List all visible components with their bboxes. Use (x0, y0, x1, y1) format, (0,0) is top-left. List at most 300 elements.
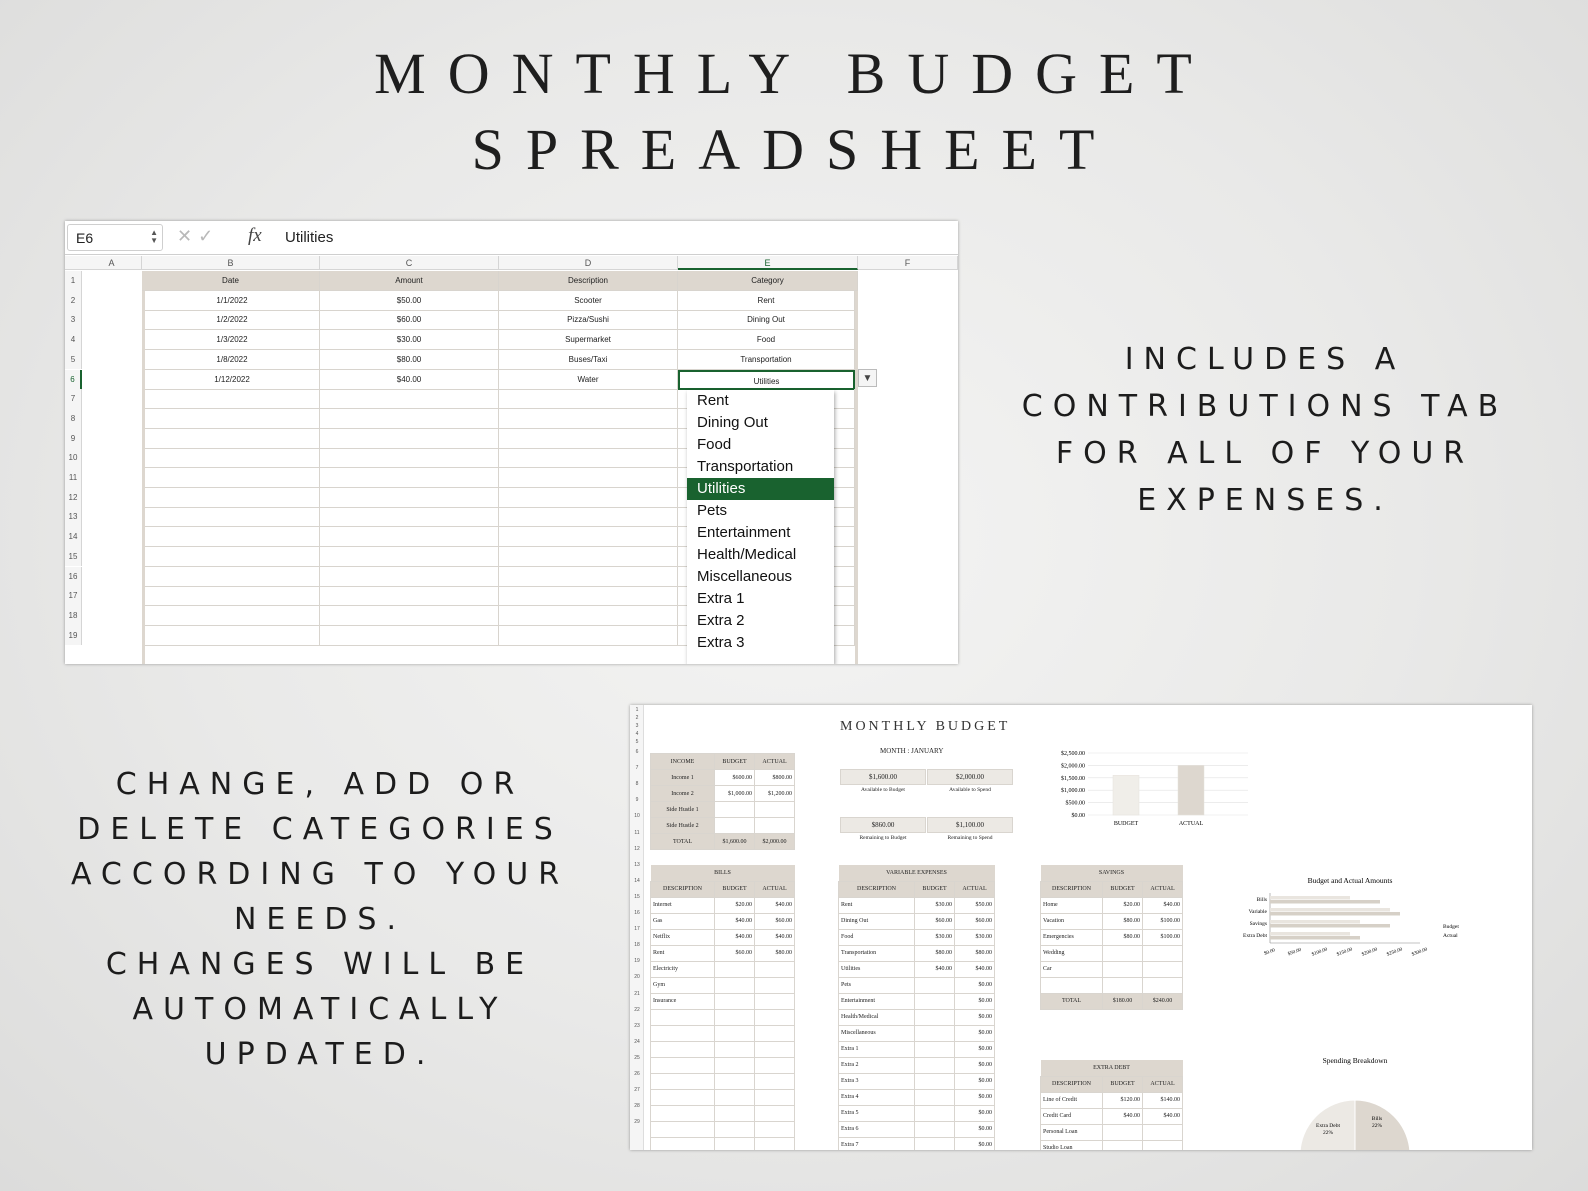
row-header[interactable]: 1 (65, 271, 82, 291)
table-cell[interactable]: $0.00 (955, 993, 995, 1009)
column-header[interactable]: E (678, 256, 858, 270)
table-cell[interactable]: $30.00 (955, 929, 995, 945)
table-header-row (651, 881, 795, 897)
table-caption: BILLS (651, 865, 795, 881)
row-number[interactable]: 1 (635, 707, 639, 713)
table-cell[interactable]: $100.00 (1143, 913, 1183, 929)
dropdown-option[interactable]: Utilities (687, 478, 834, 500)
summary-value: $860.00 (840, 817, 926, 833)
row-header[interactable]: 5 (65, 350, 82, 370)
table-cell[interactable]: $50.00 (955, 897, 995, 913)
table-cell[interactable] (715, 961, 755, 977)
row-number[interactable]: 26 (634, 1071, 640, 1077)
table-row (839, 1025, 995, 1041)
table-cell[interactable]: 1/12/2022 (145, 370, 320, 390)
row-number[interactable]: 20 (634, 974, 640, 981)
table-cell[interactable]: Extra 1 (839, 1041, 915, 1057)
table-cell[interactable] (915, 1137, 955, 1150)
row-number[interactable]: 9 (635, 797, 639, 804)
table-cell[interactable] (499, 626, 678, 646)
table-cell[interactable]: Extra 7 (839, 1137, 915, 1150)
table-cell[interactable]: Income 1 (651, 770, 715, 786)
table-cell[interactable] (145, 389, 320, 409)
row-header[interactable]: 15 (65, 547, 82, 567)
row-header[interactable]: 17 (65, 586, 82, 606)
column-header[interactable]: D (499, 256, 678, 270)
row-number[interactable]: 29 (634, 1119, 640, 1126)
table-cell[interactable] (145, 468, 320, 488)
table-cell[interactable] (1041, 977, 1103, 993)
table-cell[interactable] (1103, 977, 1143, 993)
table-cell[interactable]: $30.00 (915, 897, 955, 913)
table-cell[interactable] (320, 507, 499, 527)
table-cell[interactable]: Vacation (1041, 913, 1103, 929)
row-header[interactable]: 12 (65, 488, 82, 508)
row-header[interactable]: 11 (65, 468, 82, 488)
row-header[interactable]: 10 (65, 448, 82, 468)
table-cell[interactable]: Credit Card (1041, 1108, 1103, 1124)
table-row (839, 1057, 995, 1073)
table-cell[interactable] (145, 547, 320, 567)
formula-input[interactable]: Utilities (285, 229, 334, 246)
table-cell[interactable] (499, 547, 678, 567)
table-total-cell: $1,600.00 (715, 834, 755, 850)
table-cell[interactable] (755, 1105, 795, 1121)
row-header[interactable]: 16 (65, 567, 82, 587)
table-cell[interactable]: Transportation (839, 945, 915, 961)
row-number[interactable]: 11 (634, 829, 640, 836)
table-cell[interactable]: $1,200.00 (755, 786, 795, 802)
table-cell[interactable]: $30.00 (915, 929, 955, 945)
table-cell[interactable]: Extra 4 (839, 1089, 915, 1105)
table-cell[interactable]: Rent (651, 945, 715, 961)
table-cell[interactable] (1103, 1124, 1143, 1140)
table-cell[interactable] (715, 1137, 755, 1150)
table-cell[interactable]: Transportation (678, 350, 855, 370)
table-cell[interactable] (915, 1073, 955, 1089)
fx-icon[interactable]: fx (248, 225, 262, 246)
table-cell[interactable] (915, 1009, 955, 1025)
table-cell[interactable]: Scooter (499, 291, 678, 311)
table-cell[interactable] (1103, 961, 1143, 977)
table-cell[interactable]: $60.00 (955, 913, 995, 929)
table-cell[interactable]: $600.00 (715, 770, 755, 786)
row-number[interactable]: 23 (634, 1022, 640, 1029)
table-cell[interactable]: $800.00 (755, 770, 795, 786)
dropdown-option[interactable]: Entertainment (697, 524, 791, 541)
table-cell[interactable] (651, 1041, 715, 1057)
table-cell[interactable] (499, 606, 678, 626)
table-cell[interactable] (915, 977, 955, 993)
table-cell[interactable]: Electricity (651, 961, 715, 977)
column-header[interactable]: A (82, 256, 142, 270)
dropdown-option[interactable]: Extra 1 (697, 590, 745, 607)
table-cell[interactable]: $100.00 (1143, 929, 1183, 945)
table-cell[interactable] (499, 429, 678, 449)
table-cell[interactable] (715, 1073, 755, 1089)
table-cell[interactable] (755, 1137, 795, 1150)
dropdown-option[interactable]: Pets (697, 502, 728, 519)
table-cell[interactable] (715, 1009, 755, 1025)
row-header[interactable]: 7 (65, 389, 82, 409)
row-number[interactable]: 19 (634, 958, 640, 965)
table-row (1041, 961, 1183, 977)
table-cell[interactable]: $40.00 (715, 913, 755, 929)
table-cell[interactable]: $40.00 (320, 370, 499, 390)
table-cell[interactable] (755, 818, 795, 834)
table-cell[interactable] (651, 1121, 715, 1137)
table-cell[interactable] (145, 527, 320, 547)
table-cell[interactable] (320, 606, 499, 626)
table-cell[interactable] (1143, 1124, 1183, 1140)
table-cell[interactable] (1143, 961, 1183, 977)
table-cell[interactable] (715, 1041, 755, 1057)
row-number[interactable]: 21 (634, 990, 640, 997)
table-cell[interactable] (755, 1089, 795, 1105)
table-cell[interactable] (755, 977, 795, 993)
table-cell[interactable]: $40.00 (915, 961, 955, 977)
table-cell[interactable]: Utilities (678, 370, 855, 390)
row-number[interactable]: 4 (635, 731, 639, 737)
table-cell[interactable]: Wedding (1041, 945, 1103, 961)
table-cell[interactable]: Food (839, 929, 915, 945)
table-cell[interactable]: Gym (651, 977, 715, 993)
table-cell[interactable] (915, 1121, 955, 1137)
table-header: BUDGET (715, 881, 755, 897)
table-cell[interactable] (1103, 1140, 1143, 1150)
dropdown-option[interactable]: Extra 3 (697, 634, 745, 651)
table-cell[interactable] (715, 1105, 755, 1121)
row-number[interactable]: 10 (634, 813, 640, 820)
table-cell[interactable]: Pets (839, 977, 915, 993)
table-cell[interactable]: $140.00 (1143, 1092, 1183, 1108)
table-cell[interactable]: Line of Credit (1041, 1092, 1103, 1108)
dropdown-option[interactable]: Dining Out (697, 414, 768, 431)
table-cell[interactable] (715, 802, 755, 818)
table-row (839, 1105, 995, 1121)
table-cell[interactable]: Netflix (651, 929, 715, 945)
table-cell[interactable] (651, 1009, 715, 1025)
table-cell[interactable]: Income 2 (651, 786, 715, 802)
table-cell[interactable] (755, 1009, 795, 1025)
table-cell[interactable] (499, 389, 678, 409)
table-cell[interactable]: $0.00 (955, 1121, 995, 1137)
table-cell[interactable] (145, 567, 320, 587)
row-number[interactable]: 14 (634, 877, 640, 884)
row-number[interactable]: 5 (635, 739, 639, 745)
stepper-icon[interactable]: ▲ ▼ (150, 228, 158, 245)
table-cell[interactable]: $0.00 (955, 1105, 995, 1121)
name-box[interactable] (67, 224, 163, 251)
table-cell[interactable]: $0.00 (955, 977, 995, 993)
row-header[interactable]: 4 (65, 330, 82, 350)
table-cell[interactable] (755, 1025, 795, 1041)
table-cell[interactable] (320, 389, 499, 409)
table-cell[interactable]: Internet (651, 897, 715, 913)
table-cell[interactable] (715, 1121, 755, 1137)
table-cell[interactable]: Food (678, 330, 855, 350)
table-cell[interactable]: Miscellaneous (839, 1025, 915, 1041)
table-cell[interactable]: $60.00 (320, 310, 499, 330)
table-cell[interactable]: Side Hustle 1 (651, 802, 715, 818)
table-caption-row (839, 865, 995, 881)
table-cell[interactable] (145, 409, 320, 429)
table-cell[interactable]: $40.00 (755, 929, 795, 945)
table-cell[interactable]: Extra 6 (839, 1121, 915, 1137)
table-cell[interactable] (715, 1025, 755, 1041)
table-cell[interactable] (651, 1057, 715, 1073)
table-cell[interactable]: $80.00 (320, 350, 499, 370)
x-tick-label: $250.00 (1386, 947, 1404, 958)
table-cell[interactable] (145, 626, 320, 646)
table-cell[interactable]: Pizza/Sushi (499, 310, 678, 330)
table-cell[interactable]: $60.00 (755, 913, 795, 929)
table-cell[interactable] (1143, 945, 1183, 961)
row-number[interactable]: 12 (634, 845, 640, 852)
row-header[interactable]: 9 (65, 429, 82, 449)
dropdown-option[interactable]: Food (697, 436, 732, 453)
row-number[interactable]: 7 (635, 765, 639, 772)
corner-cell[interactable] (65, 256, 82, 270)
table-cell[interactable] (499, 527, 678, 547)
table-cell[interactable] (915, 1105, 955, 1121)
table-cell[interactable]: $60.00 (715, 945, 755, 961)
table-cell[interactable] (915, 1041, 955, 1057)
table-cell[interactable] (915, 993, 955, 1009)
pie-slice-bills (1355, 1100, 1410, 1150)
table-cell[interactable] (755, 1057, 795, 1073)
table-row (651, 1105, 795, 1121)
table-cell[interactable]: $40.00 (1143, 897, 1183, 913)
table-cell[interactable]: $80.00 (955, 945, 995, 961)
table-cell[interactable] (499, 507, 678, 527)
table-cell[interactable] (320, 468, 499, 488)
table-cell[interactable]: $0.00 (955, 1009, 995, 1025)
table-cell[interactable] (915, 1057, 955, 1073)
row-number[interactable]: 24 (634, 1038, 640, 1045)
table-cell[interactable] (499, 468, 678, 488)
summary-value: $2,000.00 (927, 769, 1013, 785)
table-cell[interactable] (715, 977, 755, 993)
table-cell[interactable] (755, 1121, 795, 1137)
row-number[interactable]: 2 (635, 715, 639, 721)
table-cell[interactable] (715, 818, 755, 834)
table-row (839, 1073, 995, 1089)
table-cell[interactable]: $20.00 (1103, 897, 1143, 913)
table-cell[interactable]: Home (1041, 897, 1103, 913)
row-number[interactable]: 6 (635, 749, 639, 755)
table-cell[interactable]: $80.00 (755, 945, 795, 961)
table-cell[interactable]: Personal Loan (1041, 1124, 1103, 1140)
row-header[interactable]: 13 (65, 507, 82, 527)
table-cell[interactable]: $30.00 (320, 330, 499, 350)
table-cell[interactable] (715, 1089, 755, 1105)
table-cell[interactable]: Rent (839, 897, 915, 913)
row-number[interactable]: 17 (634, 926, 640, 933)
row-header[interactable]: 8 (65, 409, 82, 429)
table-cell[interactable]: Extra 5 (839, 1105, 915, 1121)
table-cell[interactable]: $0.00 (955, 1057, 995, 1073)
table-total-cell: TOTAL (1041, 993, 1103, 1009)
table-cell[interactable]: $0.00 (955, 1073, 995, 1089)
table-cell[interactable] (651, 1089, 715, 1105)
table-cell[interactable]: $40.00 (1143, 1108, 1183, 1124)
table-cell[interactable] (320, 567, 499, 587)
table-cell[interactable] (1143, 977, 1183, 993)
row-header[interactable]: 18 (65, 606, 82, 626)
table-cell[interactable]: $0.00 (955, 1025, 995, 1041)
table-cell[interactable] (715, 1057, 755, 1073)
table-cell[interactable] (499, 567, 678, 587)
table-cell[interactable] (320, 488, 499, 508)
column-header[interactable]: B (142, 256, 320, 270)
table-header: ACTUAL (1143, 881, 1183, 897)
table-cell[interactable]: Dining Out (678, 310, 855, 330)
table-cell[interactable]: $1,000.00 (715, 786, 755, 802)
row-number[interactable]: 28 (634, 1103, 640, 1110)
table-cell[interactable]: $40.00 (1103, 1108, 1143, 1124)
table-cell[interactable] (651, 1137, 715, 1150)
table-cell[interactable] (499, 448, 678, 468)
table-cell[interactable] (755, 993, 795, 1009)
table-cell[interactable] (499, 488, 678, 508)
table-cell[interactable] (320, 429, 499, 449)
table-cell[interactable]: Insurance (651, 993, 715, 1009)
row-number[interactable]: 22 (634, 1006, 640, 1013)
table-cell[interactable]: 1/3/2022 (145, 330, 320, 350)
table-header-row (1041, 881, 1183, 897)
row-number[interactable]: 13 (634, 861, 640, 868)
table-cell[interactable]: 1/8/2022 (145, 350, 320, 370)
table-cell[interactable]: 1/2/2022 (145, 310, 320, 330)
row-number[interactable]: 15 (634, 893, 640, 900)
table-cell[interactable] (755, 1041, 795, 1057)
table-cell[interactable] (145, 507, 320, 527)
table-cell[interactable] (320, 586, 499, 606)
row-number[interactable]: 16 (634, 910, 640, 916)
table-cell[interactable] (915, 1089, 955, 1105)
table-header: ACTUAL (755, 754, 795, 770)
table-cell[interactable]: $80.00 (1103, 913, 1143, 929)
table-cell[interactable]: $0.00 (955, 1041, 995, 1057)
table-row (1041, 929, 1183, 945)
table-cell[interactable] (651, 1073, 715, 1089)
table-cell[interactable] (320, 448, 499, 468)
table-cell[interactable]: $20.00 (715, 897, 755, 913)
row-header[interactable]: 3 (65, 310, 82, 330)
table-cell[interactable]: $80.00 (915, 945, 955, 961)
table-header: BUDGET (715, 754, 755, 770)
row-header[interactable]: 2 (65, 291, 82, 311)
table-cell[interactable]: Extra 2 (839, 1057, 915, 1073)
table-cell[interactable] (755, 802, 795, 818)
table-cell[interactable] (145, 429, 320, 449)
table-row (839, 1089, 995, 1105)
dropdown-arrow-icon[interactable]: ▼ (858, 369, 877, 387)
dropdown-option[interactable]: Rent (697, 392, 729, 409)
table-cell[interactable] (715, 993, 755, 1009)
table-cell[interactable] (499, 586, 678, 606)
column-header[interactable]: C (320, 256, 499, 270)
row-number[interactable]: 27 (634, 1087, 640, 1094)
table-cell[interactable] (145, 606, 320, 626)
table-cell[interactable]: Buses/Taxi (499, 350, 678, 370)
table-cell[interactable]: $80.00 (1103, 929, 1143, 945)
table-cell[interactable]: Extra 3 (839, 1073, 915, 1089)
promo-left-line: ACCORDING TO YOUR (70, 857, 570, 892)
table-cell[interactable] (755, 961, 795, 977)
table-total-cell: $2,000.00 (755, 834, 795, 850)
table-cell[interactable]: $40.00 (955, 961, 995, 977)
table-row (651, 1041, 795, 1057)
table-cell[interactable] (755, 1073, 795, 1089)
table-cell[interactable] (915, 1025, 955, 1041)
table-cell[interactable]: 1/1/2022 (145, 291, 320, 311)
row-number[interactable]: 3 (635, 723, 639, 729)
table-cell[interactable]: $50.00 (320, 291, 499, 311)
table-cell[interactable] (1143, 1140, 1183, 1150)
table-cell[interactable] (145, 488, 320, 508)
table-cell[interactable] (320, 409, 499, 429)
table-cell[interactable]: Side Hustle 2 (651, 818, 715, 834)
table-cell[interactable] (320, 626, 499, 646)
table-cell[interactable]: Car (1041, 961, 1103, 977)
table-cell[interactable] (499, 409, 678, 429)
cancel-confirm-icons[interactable]: ✕✓ (177, 226, 220, 246)
table-cell[interactable]: $120.00 (1103, 1092, 1143, 1108)
table-cell[interactable]: Studio Loan (1041, 1140, 1103, 1150)
table-cell[interactable]: $60.00 (915, 913, 955, 929)
table-cell[interactable] (651, 1105, 715, 1121)
table-cell[interactable]: Health/Medical (839, 1009, 915, 1025)
column-header[interactable]: F (858, 256, 958, 270)
table-cell[interactable]: $0.00 (955, 1089, 995, 1105)
table-total-cell: $240.00 (1143, 993, 1183, 1009)
table-cell[interactable]: Emergencies (1041, 929, 1103, 945)
dropdown-option[interactable]: Miscellaneous (697, 568, 793, 585)
row-header[interactable]: 14 (65, 527, 82, 547)
summary-value: $1,100.00 (927, 817, 1013, 833)
table-cell[interactable]: $0.00 (955, 1137, 995, 1150)
category-dropdown[interactable] (687, 390, 834, 664)
table-cell[interactable]: Gas (651, 913, 715, 929)
table-cell[interactable]: Rent (678, 291, 855, 311)
table-cell[interactable] (320, 547, 499, 567)
row-number[interactable]: 8 (635, 781, 639, 788)
row-header[interactable]: 19 (65, 626, 82, 646)
table-cell[interactable] (651, 1025, 715, 1041)
table-cell[interactable]: Utilities (839, 961, 915, 977)
row-header[interactable]: 6 (65, 370, 82, 390)
row-number[interactable]: 18 (634, 942, 640, 949)
table-row (1041, 977, 1183, 993)
table-cell[interactable]: Water (499, 370, 678, 390)
table-cell[interactable]: $40.00 (715, 929, 755, 945)
dropdown-option[interactable]: Health/Medical (697, 546, 797, 563)
table-cell[interactable]: $40.00 (755, 897, 795, 913)
row-number[interactable]: 25 (634, 1054, 640, 1061)
table-cell[interactable] (1103, 945, 1143, 961)
table-cell[interactable]: Supermarket (499, 330, 678, 350)
table-cell[interactable]: Dining Out (839, 913, 915, 929)
table-cell[interactable] (145, 586, 320, 606)
table-cell[interactable]: Entertainment (839, 993, 915, 1009)
dropdown-option[interactable]: Extra 2 (697, 612, 745, 629)
table-cell[interactable] (320, 527, 499, 547)
dropdown-option[interactable]: Transportation (697, 458, 794, 475)
table-cell[interactable] (145, 448, 320, 468)
table-row (651, 802, 795, 818)
